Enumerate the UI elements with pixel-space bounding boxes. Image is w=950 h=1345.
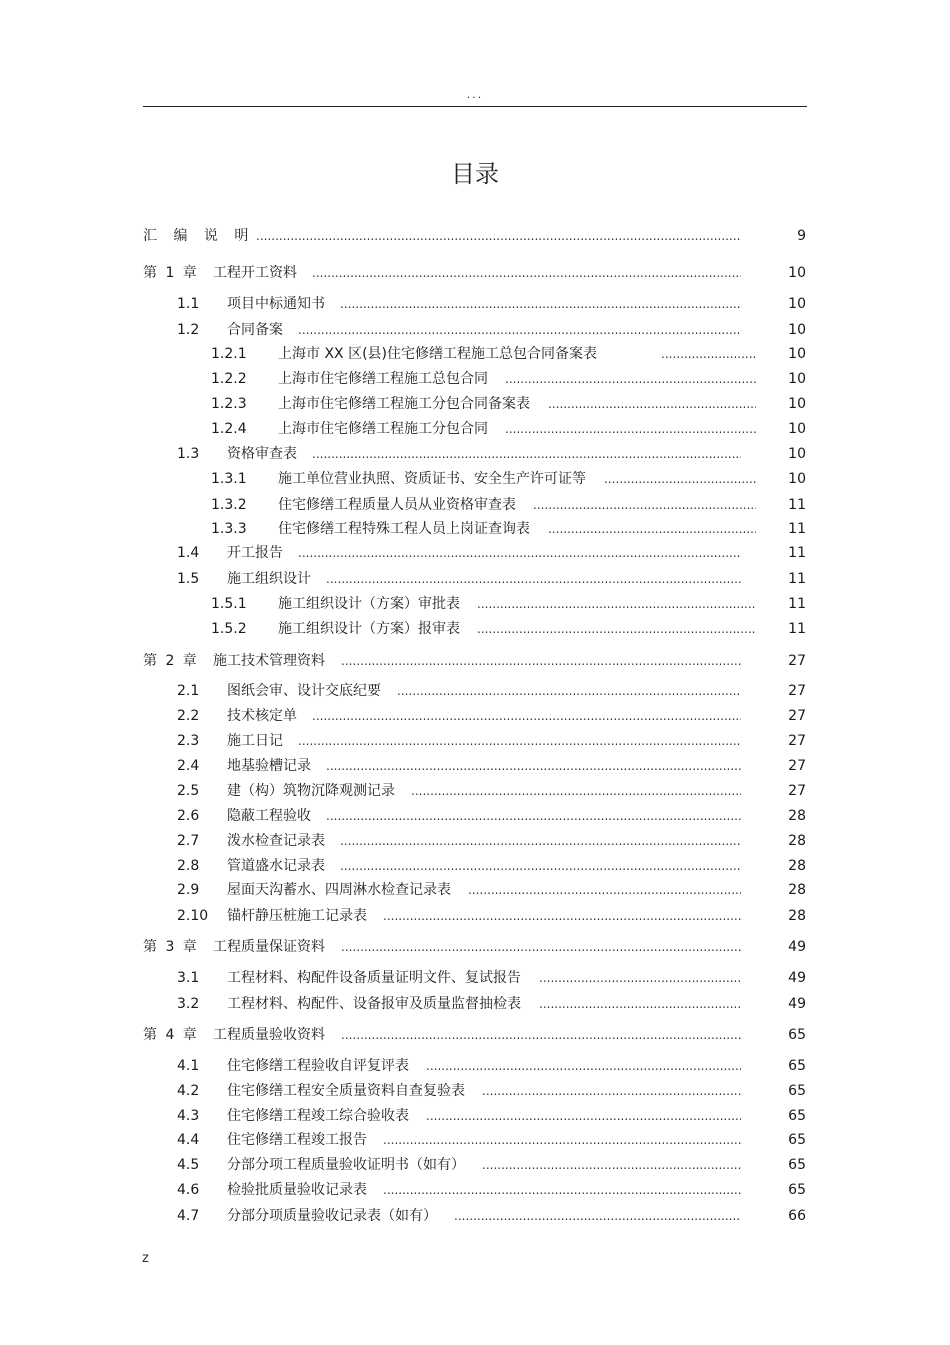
toc-entry-label: 住宅修缮工程竣工报告 (227, 1132, 367, 1148)
toc-page-number: 28 (788, 833, 806, 849)
toc-section-number: 1.1 (177, 296, 200, 312)
toc-leader-dots (383, 1180, 741, 1200)
toc-entry-label: 汇 编 说 明 (143, 228, 255, 244)
toc-page-number: 49 (788, 939, 806, 955)
toc-section-number: 2.10 (177, 908, 209, 924)
toc-entry[interactable] (0, 569, 950, 589)
header-rule (143, 106, 807, 107)
toc-entry[interactable] (0, 444, 950, 464)
toc-leader-dots (326, 756, 741, 776)
toc-section-number: 2.9 (177, 882, 200, 898)
toc-page-number: 10 (788, 265, 806, 281)
toc-entry-label: 管道盛水记录表 (227, 858, 325, 874)
toc-entry-label: 施工组织设计（方案）审批表 (278, 596, 460, 612)
toc-section-number: 4.7 (177, 1208, 200, 1224)
toc-section-number: 1.2 (177, 322, 200, 338)
toc-page-number: 27 (788, 683, 806, 699)
toc-leader-dots (383, 1130, 741, 1150)
footer-mark: z (142, 1251, 149, 1266)
toc-leader-dots (477, 619, 756, 639)
toc-leader-dots (326, 569, 741, 589)
toc-entry[interactable] (0, 856, 950, 876)
toc-entry-label: 施工技术管理资料 (213, 653, 325, 669)
toc-entry[interactable] (0, 344, 950, 364)
toc-page-number: 28 (788, 882, 806, 898)
toc-page-number: 10 (788, 346, 806, 362)
toc-page-number: 28 (788, 858, 806, 874)
toc-entry-label: 施工组织设计（方案）报审表 (278, 621, 460, 637)
toc-section-number: 1.2.4 (211, 421, 247, 437)
toc-leader-dots (539, 994, 741, 1014)
toc-leader-dots (661, 344, 756, 364)
toc-entry-label: 住宅修缮工程质量人员从业资格审查表 (278, 497, 516, 513)
toc-page-number: 66 (788, 1208, 806, 1224)
toc-entry-label: 建（构）筑物沉降观测记录 (227, 783, 395, 799)
toc-entry[interactable] (0, 1180, 950, 1200)
toc-entry[interactable] (0, 994, 950, 1014)
toc-leader-dots (341, 651, 741, 671)
toc-page-number: 11 (788, 621, 806, 637)
toc-section-number: 3.2 (177, 996, 200, 1012)
toc-page-number: 28 (788, 908, 806, 924)
toc-entry-label: 工程材料、构配件设备质量证明文件、复试报告 (227, 970, 521, 986)
header-mark: ... (466, 88, 484, 101)
toc-section-number: 1.4 (177, 545, 200, 561)
toc-entry-label: 分部分项质量验收记录表（如有） (227, 1208, 437, 1224)
toc-page-number: 28 (788, 808, 806, 824)
toc-section-number: 4.4 (177, 1132, 200, 1148)
toc-section-number: 1.3.2 (211, 497, 247, 513)
toc-entry[interactable] (0, 419, 950, 439)
toc-entry[interactable] (0, 1106, 950, 1126)
toc-leader-dots (477, 594, 756, 614)
toc-entry-label: 住宅修缮工程特殊工程人员上岗证查询表 (278, 521, 530, 537)
toc-entry-label: 资格审查表 (227, 446, 297, 462)
toc-entry-label: 上海市住宅修缮工程施工分包合同备案表 (278, 396, 530, 412)
toc-entry[interactable] (0, 706, 950, 726)
toc-entry[interactable] (0, 781, 950, 801)
toc-entry[interactable] (0, 756, 950, 776)
toc-entry[interactable] (0, 731, 950, 751)
toc-entry-label: 分部分项工程质量验收证明书（如有） (227, 1157, 465, 1173)
toc-leader-dots (397, 681, 741, 701)
toc-leader-dots (312, 444, 741, 464)
toc-page-number: 27 (788, 783, 806, 799)
toc-section-number: 2.8 (177, 858, 200, 874)
toc-entry-label: 工程开工资料 (213, 265, 297, 281)
toc-chapter-number: 第 2 章 (143, 653, 197, 669)
toc-entry-label: 施工日记 (227, 733, 283, 749)
toc-section-number: 3.1 (177, 970, 200, 986)
toc-entry-label: 检验批质量验收记录表 (227, 1182, 367, 1198)
toc-leader-dots (341, 1025, 741, 1045)
toc-section-number: 2.3 (177, 733, 200, 749)
toc-chapter-number: 第 4 章 (143, 1027, 197, 1043)
toc-leader-dots (454, 1206, 741, 1226)
toc-page-number: 10 (788, 446, 806, 462)
toc-leader-dots (341, 937, 741, 957)
toc-leader-dots (312, 263, 741, 283)
toc-entry-label: 开工报告 (227, 545, 283, 561)
toc-leader-dots (426, 1106, 741, 1126)
toc-page-number: 11 (788, 497, 806, 513)
toc-section-number: 1.2.3 (211, 396, 247, 412)
toc-entry[interactable] (0, 369, 950, 389)
toc-entry-label: 住宅修缮工程安全质量资料自查复验表 (227, 1083, 465, 1099)
toc-leader-dots (548, 394, 756, 414)
toc-page-number: 27 (788, 733, 806, 749)
toc-chapter-number: 第 1 章 (143, 265, 197, 281)
toc-section-number: 1.3.3 (211, 521, 247, 537)
toc-page-number: 11 (788, 521, 806, 537)
toc-entry-label: 合同备案 (227, 322, 283, 338)
toc-leader-dots (604, 469, 756, 489)
toc-entry[interactable] (0, 968, 950, 988)
toc-section-number: 2.6 (177, 808, 200, 824)
toc-section-number: 1.2.2 (211, 371, 247, 387)
toc-section-number: 2.4 (177, 758, 200, 774)
toc-entry-label: 地基验槽记录 (227, 758, 311, 774)
toc-entry-label: 屋面天沟蓄水、四周淋水检查记录表 (227, 882, 451, 898)
toc-entry-label: 锚杆静压桩施工记录表 (227, 908, 367, 924)
toc-leader-dots (298, 543, 741, 563)
toc-section-number: 4.2 (177, 1083, 200, 1099)
toc-page-number: 49 (788, 996, 806, 1012)
toc-leader-dots (505, 369, 756, 389)
toc-entry[interactable] (0, 495, 950, 515)
toc-entry[interactable] (0, 394, 950, 414)
toc-leader-dots (548, 519, 756, 539)
toc-page-number: 9 (797, 228, 806, 244)
toc-section-number: 2.2 (177, 708, 200, 724)
toc-page-number: 65 (788, 1182, 806, 1198)
toc-leader-dots (256, 226, 741, 246)
toc-page-number: 10 (788, 371, 806, 387)
toc-leader-dots (426, 1056, 741, 1076)
toc-entry[interactable] (0, 1155, 950, 1175)
toc-page-number: 27 (788, 708, 806, 724)
page-title: 目录 (451, 160, 499, 188)
toc-chapter-number: 第 3 章 (143, 939, 197, 955)
toc-page-number: 11 (788, 545, 806, 561)
toc-page-number: 10 (788, 322, 806, 338)
toc-entry[interactable] (0, 806, 950, 826)
toc-entry[interactable] (0, 263, 950, 283)
toc-page-number: 65 (788, 1083, 806, 1099)
toc-page-number: 11 (788, 571, 806, 587)
toc-page-number: 27 (788, 758, 806, 774)
toc-entry[interactable] (0, 1025, 950, 1045)
toc-page-number: 65 (788, 1027, 806, 1043)
toc-leader-dots (298, 731, 741, 751)
toc-page-number: 11 (788, 596, 806, 612)
toc-entry-label: 上海市住宅修缮工程施工总包合同 (278, 371, 488, 387)
toc-entry[interactable] (0, 937, 950, 957)
toc-section-number: 1.5.1 (211, 596, 247, 612)
toc-leader-dots (539, 968, 741, 988)
toc-entry[interactable] (0, 880, 950, 900)
toc-entry[interactable] (0, 651, 950, 671)
toc-entry-label: 工程质量保证资料 (213, 939, 325, 955)
toc-section-number: 2.7 (177, 833, 200, 849)
toc-page-number: 49 (788, 970, 806, 986)
toc-entry-label: 工程材料、构配件、设备报审及质量监督抽检表 (227, 996, 521, 1012)
toc-entry-label: 住宅修缮工程竣工综合验收表 (227, 1108, 409, 1124)
toc-section-number: 2.5 (177, 783, 200, 799)
toc-leader-dots (312, 706, 741, 726)
toc-entry-label: 泼水检查记录表 (227, 833, 325, 849)
toc-leader-dots (411, 781, 741, 801)
toc-entry[interactable] (0, 619, 950, 639)
toc-entry-label: 图纸会审、设计交底纪要 (227, 683, 381, 699)
toc-section-number: 2.1 (177, 683, 200, 699)
toc-entry[interactable] (0, 226, 950, 246)
toc-page-number: 10 (788, 471, 806, 487)
toc-entry-label: 上海市住宅修缮工程施工分包合同 (278, 421, 488, 437)
toc-page-number: 27 (788, 653, 806, 669)
toc-entry[interactable] (0, 543, 950, 563)
toc-leader-dots (340, 831, 741, 851)
toc-section-number: 4.6 (177, 1182, 200, 1198)
toc-entry-label: 住宅修缮工程验收自评复评表 (227, 1058, 409, 1074)
toc-leader-dots (482, 1155, 741, 1175)
toc-entry[interactable] (0, 594, 950, 614)
toc-page-number: 65 (788, 1108, 806, 1124)
toc-entry[interactable] (0, 831, 950, 851)
toc-leader-dots (326, 806, 741, 826)
toc-leader-dots (533, 495, 756, 515)
toc-page-number: 10 (788, 296, 806, 312)
toc-section-number: 4.5 (177, 1157, 200, 1173)
toc-entry-label: 施工单位营业执照、资质证书、安全生产许可证等 (278, 471, 586, 487)
toc-entry-label: 工程质量验收资料 (213, 1027, 325, 1043)
toc-page-number: 10 (788, 421, 806, 437)
toc-section-number: 1.3.1 (211, 471, 247, 487)
toc-entry[interactable] (0, 1130, 950, 1150)
toc-leader-dots (482, 1081, 741, 1101)
toc-entry[interactable] (0, 469, 950, 489)
toc-entry[interactable] (0, 1056, 950, 1076)
toc-leader-dots (298, 320, 741, 340)
toc-entry[interactable] (0, 906, 950, 926)
toc-leader-dots (383, 906, 741, 926)
toc-section-number: 1.5.2 (211, 621, 247, 637)
toc-page-number: 10 (788, 396, 806, 412)
toc-section-number: 1.3 (177, 446, 200, 462)
toc-leader-dots (340, 856, 741, 876)
toc-section-number: 1.2.1 (211, 346, 247, 362)
toc-entry-label: 技术核定单 (227, 708, 297, 724)
toc-leader-dots (468, 880, 741, 900)
toc-leader-dots (505, 419, 756, 439)
toc-page-number: 65 (788, 1157, 806, 1173)
toc-entry-label: 上海市 XX 区(县)住宅修缮工程施工总包合同备案表 (278, 346, 598, 362)
toc-entry[interactable] (0, 1206, 950, 1226)
toc-page-number: 65 (788, 1058, 806, 1074)
toc-section-number: 4.3 (177, 1108, 200, 1124)
toc-entry[interactable] (0, 681, 950, 701)
toc-entry[interactable] (0, 294, 950, 314)
toc-leader-dots (340, 294, 741, 314)
toc-entry[interactable] (0, 320, 950, 340)
toc-entry-label: 施工组织设计 (227, 571, 311, 587)
toc-entry-label: 隐蔽工程验收 (227, 808, 311, 824)
toc-entry-label: 项目中标通知书 (227, 296, 325, 312)
toc-section-number: 1.5 (177, 571, 200, 587)
toc-page-number: 65 (788, 1132, 806, 1148)
toc-entry[interactable] (0, 1081, 950, 1101)
toc-entry[interactable] (0, 519, 950, 539)
toc-section-number: 4.1 (177, 1058, 200, 1074)
